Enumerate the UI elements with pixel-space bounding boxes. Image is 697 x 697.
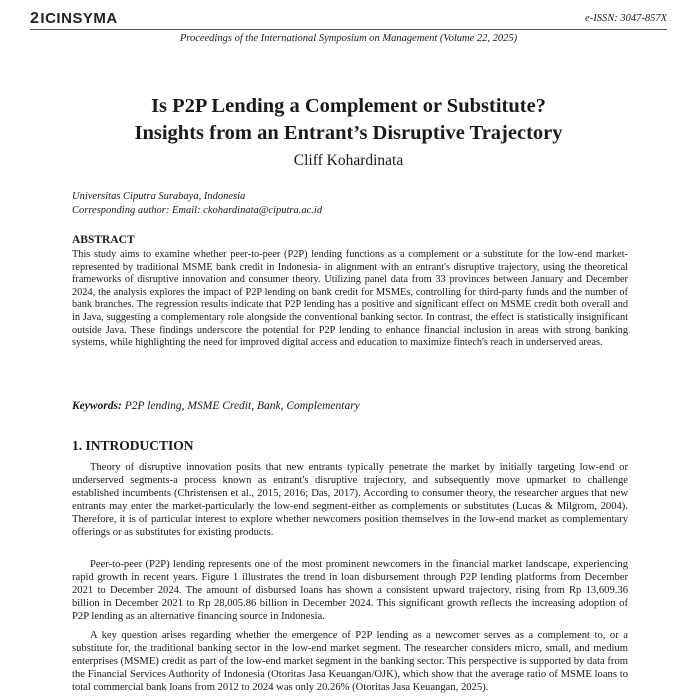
corresponding-author: Corresponding author: Email: ckohardinata@ciputra.ac.id — [72, 205, 323, 216]
keywords — [72, 400, 360, 412]
section-heading: 1. INTRODUCTION — [72, 438, 194, 453]
author-name: Cliff Kohardinata — [293, 152, 404, 169]
header-divider — [30, 29, 667, 30]
paper-title — [0, 93, 697, 147]
logo-mark: 2 — [30, 10, 40, 27]
intro-paragraph-1: Theory of disruptive innovation posits that new entrants typically penetrate the market by initially targeting low-end or underserved segments-a process known as entrant's disruptive trajectory, and subsequently move upmarket to challenge established incumbents (Christensen et al., 2015, 2016; Das, 2017). According to consumer theory, the researcher argues that new entrants may enter the market-particularly the low-end segment-either as complements or substitutes (Lucas & Milgrom, 2004). Therefore, it is of particular interest to explore whether newcomers position themselves in the low-end market as complementary offerings or as substitutes for existing products. — [72, 462, 628, 538]
keywords-label: Keywords: — [72, 400, 122, 412]
affiliation: Universitas Ciputra Surabaya, Indonesia — [72, 191, 246, 202]
issn-label: e-ISSN: 3047-857X — [585, 13, 667, 24]
abstract-text: This study aims to examine whether peer-to-peer (P2P) lending functions as a complement or a substitute for the low-end market- represented by traditional MSME bank credit in Indonesia- in alignment with an entrant's disruptive trajectory, using the theoretical frameworks of disruptive innovation and consumer theory. Utilizing panel data from 33 provinces between January and December 2024, the analysis explores the impact of P2P lending on bank credit for MSMEs, controlling for third-party funds and the number of bank branches. The regression results indicate that P2P lending has a positive and significant effect on MSME credit both overall and in Java, suggesting a complementary role alongside the conventional banking sector. In contrast, the effect is statistically insignificant outside Java. These findings underscore the potential for P2P lending to enhance financial inclusion in areas with strong banking systems, while highlighting the need for improved digital access and education to maximize fintech's reach in underserved areas. — [72, 249, 628, 349]
keywords-text: P2P lending, MSME Credit, Bank, Complementary — [124, 400, 360, 412]
logo-text: ICINSYMA — [40, 10, 118, 27]
intro-paragraph-2: Peer-to-peer (P2P) lending represents one of the most prominent newcomers in the financial market landscape, experiencing rapid growth in recent years. Figure 1 illustrates the trend in loan disbursement through P2P lending platforms from December 2021 to December 2024. The amount of disbursed loans has shown a consistent upward trajectory, rising from Rp 13,609.36 billion in December 2021 to Rp 28,005.86 billion in December 2024. This significant growth reflects the increasing adoption of P2P lending as an alternative financing source in Indonesia. — [72, 559, 628, 622]
conference-logo — [30, 10, 118, 28]
abstract-heading: ABSTRACT — [72, 234, 135, 246]
title-line-2: Insights from an Entrant’s Disruptive Trajectory — [134, 122, 563, 144]
title-line-1: Is P2P Lending a Complement or Substitute? — [151, 95, 546, 117]
proceedings-title: Proceedings of the International Symposium on Management (Volume 22, 2025) — [179, 33, 518, 44]
intro-paragraph-3: A key question arises regarding whether the emergence of P2P lending as a newcomer serves as a complement to, or a substitute for, the traditional banking sector in the low-end market segment. The researcher considers micro, small, and medium enterprises (MSME) credit as part of the low-end market segment in the banking sector. This perspective is supported by data from the Financial Services Authority of Indonesia (Otoritas Jasa Keuangan/OJK), which show that the average ratio of MSME loans to total commercial bank loans from 2012 to 2024 was only 20.26% (Otoritas Jasa Keuangan, 2025). — [72, 630, 628, 693]
journal-header — [30, 10, 667, 30]
